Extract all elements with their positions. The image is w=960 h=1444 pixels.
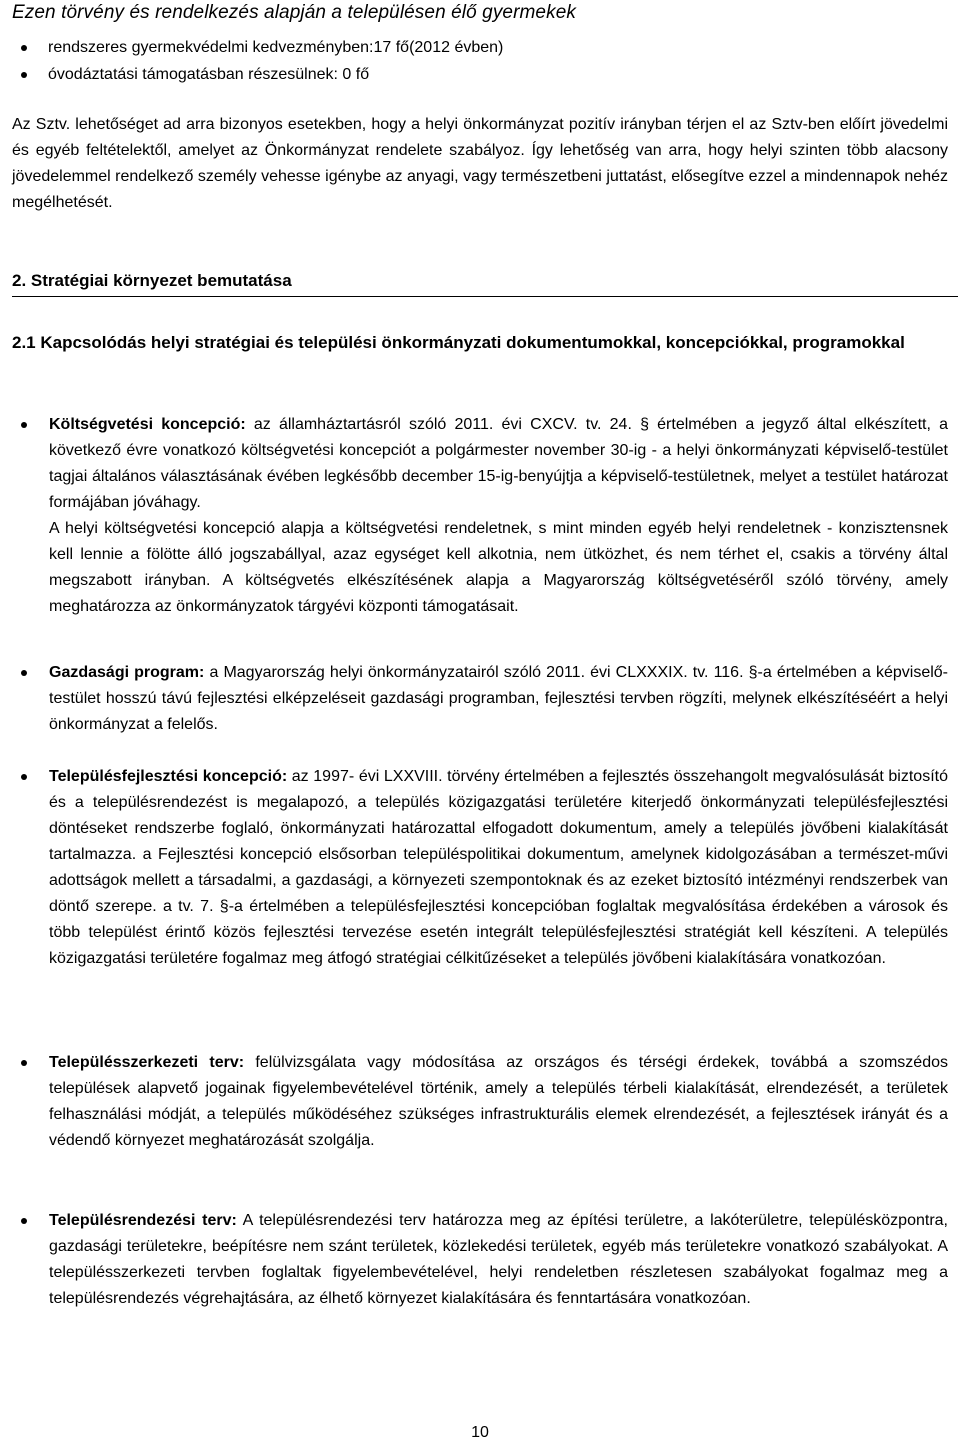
bullet-icon bbox=[21, 45, 27, 51]
item-label: Költségvetési koncepció: bbox=[49, 416, 246, 433]
bullet-icon bbox=[21, 72, 27, 78]
list-item-structure-plan bbox=[0, 1050, 948, 1154]
list-item-text: rendszeres gyermekvédelmi kedvezményben:17 fő(2012 évben) bbox=[48, 39, 504, 56]
list-item-budget-concept bbox=[0, 412, 948, 620]
section-heading: 2. Stratégiai környezet bemutatása bbox=[12, 268, 958, 297]
list-item bbox=[0, 34, 503, 61]
item-text: az államháztartásról szóló 2011. évi CXCV. tv. 24. § értelmében a jegyző által elkészített, a következő évre vonatkozó költségvetési koncepciót a polgármester november 30-ig - a helyi önkormányzati képviselő-testület tagjai általános választásának évében legkésőbb december 15-ig-benyújtja a képviselő-testületnek, melyet a testület határozat formájában jóváhagy. bbox=[49, 416, 948, 511]
list-item-economic-program bbox=[0, 660, 948, 738]
intro-list bbox=[0, 34, 503, 88]
list-item-body bbox=[49, 1050, 948, 1154]
subsection-heading: 2.1 Kapcsolódás helyi stratégiai és települési önkormányzati dokumentumokkal, koncepciókkal, programokkal bbox=[12, 333, 905, 352]
list-item-body bbox=[49, 412, 948, 516]
bullet-icon bbox=[21, 1218, 27, 1224]
item-text: felülvizsgálata vagy módosítása az országos és térségi érdekek, továbbá a szomszédos települések alapvető jogainak figyelembevételével történik, amely a település térbeli kialakítását, elrendezését, a területek felhasználási módját, a település működéséhez szükséges infrastrukturális elemek elrendezését, a fejlesztések irányát és a védendő környezet meghatározását szolgálja. bbox=[49, 1054, 949, 1149]
bullet-icon bbox=[21, 670, 27, 676]
list-item-extra: A helyi költségvetési koncepció alapja a költségvetési rendeletnek, s mint minden egyéb helyi rendeletnek - konzisztensnek kell lennie a fölötte álló jogszabállyal, azaz egységet kell alkotnia, nem ütközhet, és nem térhet el, csakis a törvény által megszabott irányban. A költségvetés elkészítésének alapja a Magyarország költségvetéséről szóló törvény, amely meghatározza az önkormányzatok tárgyévi központi támogatásait. bbox=[49, 520, 948, 615]
item-label: Településszerkezeti terv: bbox=[49, 1054, 245, 1071]
item-text: a Magyarország helyi önkormányzatairól szóló 2011. évi CLXXXIX. tv. 116. §-a értelmében a képviselő-testület hosszú távú fejlesztési elképzeléseit gazdasági programban, fejlesztési tervben rögzíti, melynek elkészítéséért a helyi önkormányzat a felelős. bbox=[49, 664, 949, 733]
bullet-icon bbox=[21, 422, 27, 428]
list-item-development-concept bbox=[0, 764, 948, 972]
list-item-regulation-plan bbox=[0, 1208, 948, 1312]
item-text: A településrendezési terv határozza meg az építési területre, a lakóterületre, településközpontra, gazdasági területekre, beépítésre nem szánt területek, közlekedési területek, egyéb más területekre vonatkozó szabályokat. A településszerkezeti tervben foglaltak figyelembevételével, helyi rendeletben részletesen szabályokat fogalmaz meg a településrendezés végrehajtására, az élhető környezet kialakítására és fenntartására vonatkozóan. bbox=[49, 1212, 948, 1307]
bullet-icon bbox=[21, 1060, 27, 1066]
list-item-body bbox=[49, 660, 948, 738]
item-label: Gazdasági program: bbox=[49, 664, 205, 681]
page-number: 10 bbox=[471, 1424, 489, 1441]
intro-heading: Ezen törvény és rendelkezés alapján a településen élő gyermekek bbox=[12, 2, 576, 23]
item-label: Településfejlesztési koncepció: bbox=[49, 768, 288, 785]
item-text: az 1997- évi LXXVIII. törvény értelmében a fejlesztés összehangolt megvalósulását biztosító és a településrendezést is megalapozó, a település közigazgatási területére kiterjedő önkormányzati településfejlesztési döntéseket rendszerbe foglaló, önkormányzati határozattal elfogadott dokumentum, amely a település jövőbeni kialakítását tartalmazza. a Fejlesztési koncepció elsősorban településpolitikai dokumentum, amelynek kidolgozásában a természet-művi adottságok mellett a társadalmi, a gazdasági, a környezeti szempontoknak és az ezeket biztosító intézményi rendszerbek van döntő szerepe. a tv. 7. §-a értelmében a településfejlesztési koncepcióban foglaltak megvalósítása érdekében a városok és több települést érintő közös fejlesztési tervezése esetén integrált településfejlesztési stratégiát kell készíteni. A település közigazgatási területére fogalmaz meg átfogó stratégiai célkitűzéseket a település jövőbeni kialakítására vonatkozóan. bbox=[49, 768, 948, 967]
list-item bbox=[0, 61, 503, 88]
intro-paragraph: Az Sztv. lehetőséget ad arra bizonyos esetekben, hogy a helyi önkormányzat pozitív irányban térjen el az Sztv-ben előírt jövedelmi és egyéb feltételektől, amelyet az Önkormányzat rendelete szabályoz. Így lehetőség van arra, hogy helyi szinten több alacsony jövedelemmel rendelkező személy vehesse igénybe az anyagi, vagy természetbeni juttatást, elősegítve ezzel a mindennapok nehéz megélhetését. bbox=[12, 116, 948, 211]
item-label: Településrendezési terv: bbox=[49, 1212, 237, 1229]
list-item-body bbox=[49, 1208, 948, 1312]
list-item-body bbox=[49, 764, 948, 972]
bullet-icon bbox=[21, 774, 27, 780]
list-item-text: óvodáztatási támogatásban részesülnek: 0 fő bbox=[48, 66, 370, 83]
